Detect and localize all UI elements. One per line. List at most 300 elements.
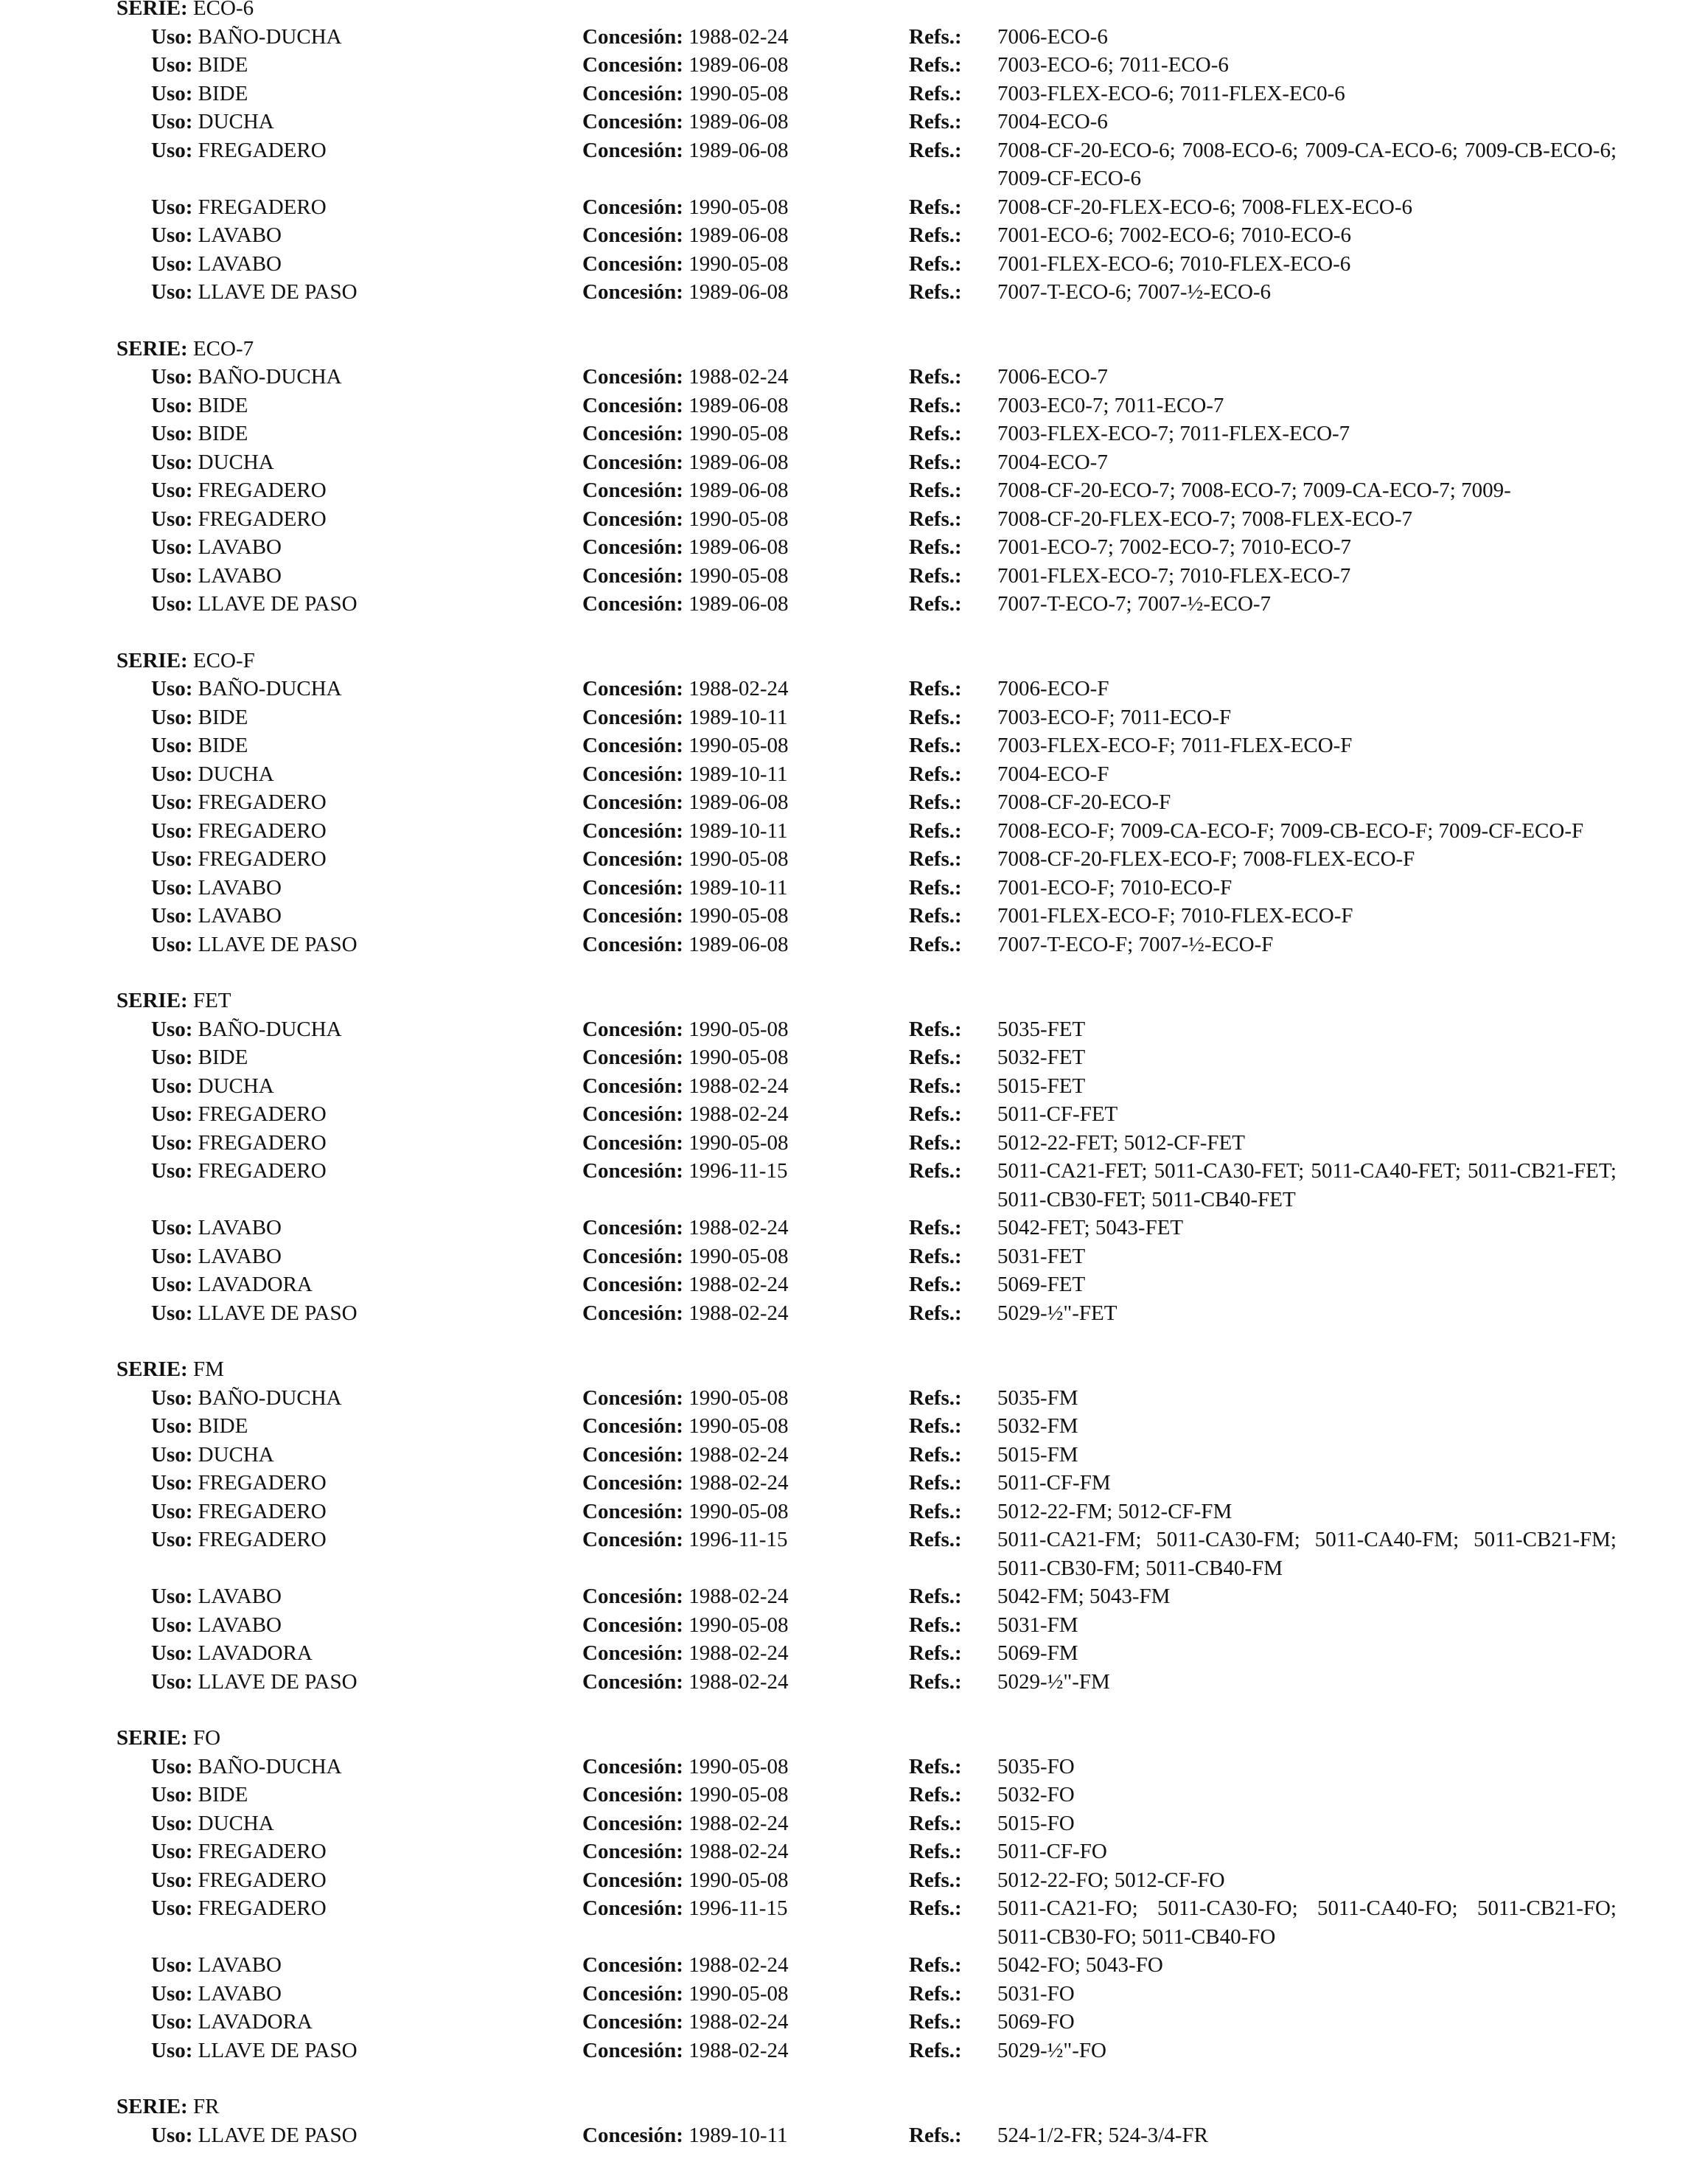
uso-value: LAVABO <box>198 1244 282 1268</box>
concesion-cell <box>582 1526 787 1554</box>
refs-value: 5029-½"-FM <box>997 1669 1110 1694</box>
uso-label: Uso: <box>151 904 193 928</box>
concesion-date: 1988-02-24 <box>688 1585 789 1608</box>
uso-label: Uso: <box>151 1754 193 1778</box>
concesion-cell <box>582 1809 789 1838</box>
table-row <box>0 562 1705 591</box>
refs-value: 7003-EC0-7; 7011-ECO-7 <box>997 393 1224 417</box>
refs-label: Refs.: <box>909 1273 962 1296</box>
concesion-cell <box>582 250 789 279</box>
concesion-cell <box>582 1441 789 1470</box>
concesion-date: 1996-11-15 <box>688 1159 788 1183</box>
uso-value: LLAVE DE PASO <box>198 1669 358 1694</box>
uso-cell <box>151 675 342 703</box>
uso-value: FREGADERO <box>198 1471 327 1495</box>
refs-label: Refs.: <box>909 705 962 729</box>
uso-label: Uso: <box>151 195 193 219</box>
concesion-date: 1990-05-08 <box>688 904 789 928</box>
refs-value: 7008-CF-20-FLEX-ECO-7; 7008-FLEX-ECO-7 <box>997 507 1413 531</box>
table-row <box>0 1100 1705 1129</box>
concesion-date: 1990-05-08 <box>688 195 789 219</box>
uso-label: Uso: <box>151 1471 193 1495</box>
concesion-cell <box>582 51 789 80</box>
concesion-label: Concesión: <box>582 1442 683 1467</box>
table-row <box>0 278 1705 307</box>
concesion-date: 1989-10-11 <box>688 818 788 843</box>
concesion-label: Concesión: <box>582 1896 683 1920</box>
uso-value: LAVABO <box>198 904 282 928</box>
refs-value: 7007-T-ECO-7; 7007-½-ECO-7 <box>997 592 1272 616</box>
uso-cell <box>151 2037 358 2065</box>
concesion-cell <box>582 1469 789 1498</box>
concesion-date: 1990-05-08 <box>688 507 789 531</box>
table-row <box>0 1639 1705 1668</box>
table-row <box>0 1837 1705 1866</box>
concesion-cell <box>582 2037 789 2065</box>
concesion-cell <box>582 760 787 789</box>
uso-cell <box>151 1753 342 1781</box>
refs-label: Refs.: <box>909 1613 962 1637</box>
uso-value: LAVABO <box>198 1981 282 2006</box>
uso-cell <box>151 731 248 760</box>
serie-section <box>0 987 1705 1327</box>
refs-label: Refs.: <box>909 1130 962 1155</box>
concesion-cell <box>582 590 789 619</box>
serie-header <box>0 1724 1705 1753</box>
uso-value: BIDE <box>198 705 248 729</box>
table-row <box>0 1157 1705 1214</box>
serie-header <box>0 2093 1705 2121</box>
refs-label: Refs.: <box>909 110 962 133</box>
concesion-label: Concesión: <box>582 1159 683 1183</box>
uso-cell <box>151 51 248 80</box>
table-row <box>0 1980 1705 2009</box>
table-row <box>0 1129 1705 1158</box>
concesion-cell <box>582 1214 789 1242</box>
refs-label: Refs.: <box>909 1868 962 1892</box>
refs-label: Refs.: <box>909 1244 962 1268</box>
uso-value: BIDE <box>198 81 248 105</box>
uso-label: Uso: <box>151 507 193 531</box>
concesion-date: 1996-11-15 <box>688 1896 788 1920</box>
refs-label: Refs.: <box>909 81 962 105</box>
refs-value: 5032-FET <box>997 1046 1086 1069</box>
concesion-label: Concesión: <box>582 251 683 276</box>
refs-label: Refs.: <box>909 1471 962 1495</box>
uso-cell <box>151 392 248 420</box>
concesion-label: Concesión: <box>582 932 683 956</box>
refs-value: 5042-FO; 5043-FO <box>997 1953 1163 1977</box>
uso-value: BIDE <box>198 393 248 417</box>
uso-cell <box>151 1894 327 1923</box>
refs-value: 5069-FET <box>997 1273 1086 1296</box>
refs-label: Refs.: <box>909 1074 962 1098</box>
uso-label: Uso: <box>151 1301 193 1325</box>
uso-label: Uso: <box>151 53 193 77</box>
concesion-date: 1988-02-24 <box>688 24 789 49</box>
table-row <box>0 1582 1705 1611</box>
uso-value: BIDE <box>198 422 248 445</box>
table-row <box>0 703 1705 732</box>
concesion-label: Concesión: <box>582 2010 683 2034</box>
uso-cell <box>151 1270 313 1299</box>
uso-cell <box>151 931 358 959</box>
concesion-cell <box>582 448 789 477</box>
table-row <box>0 1015 1705 1044</box>
uso-label: Uso: <box>151 1102 193 1126</box>
refs-value: 7003-ECO-F; 7011-ECO-F <box>997 705 1232 729</box>
concesion-date: 1989-06-08 <box>688 479 789 502</box>
uso-cell <box>151 108 274 136</box>
concesion-date: 1989-06-08 <box>688 223 789 247</box>
uso-label: Uso: <box>151 1896 193 1920</box>
serie-section <box>0 647 1705 959</box>
table-row <box>0 1951 1705 1980</box>
refs-value: 7004-ECO-6 <box>997 110 1108 133</box>
uso-value: FREGADERO <box>198 1528 327 1551</box>
table-row <box>0 1043 1705 1072</box>
table-row <box>0 1498 1705 1526</box>
concesion-cell <box>582 1611 789 1640</box>
concesion-date: 1988-02-24 <box>688 1840 789 1863</box>
uso-label: Uso: <box>151 223 193 247</box>
uso-cell <box>151 1242 282 1271</box>
table-row <box>0 221 1705 250</box>
serie-header <box>0 1355 1705 1384</box>
refs-label: Refs.: <box>909 422 962 445</box>
refs-value: 7006-ECO-7 <box>997 365 1108 389</box>
uso-cell <box>151 363 342 392</box>
refs-value: 7006-ECO-6 <box>997 24 1108 49</box>
concesion-date: 1988-02-24 <box>688 1811 789 1835</box>
table-row <box>0 250 1705 279</box>
refs-value: 5069-FO <box>997 2010 1075 2034</box>
uso-cell <box>151 221 282 250</box>
uso-cell <box>151 420 248 448</box>
table-row <box>0 1781 1705 1809</box>
table-row <box>0 476 1705 505</box>
concesion-label: Concesión: <box>582 1102 683 1126</box>
uso-cell <box>151 1498 327 1526</box>
refs-value: 7006-ECO-F <box>997 677 1109 700</box>
concesion-label: Concesión: <box>582 1669 683 1694</box>
serie-header <box>0 0 1705 23</box>
table-row <box>0 788 1705 817</box>
concesion-label: Concesión: <box>582 1414 683 1438</box>
uso-value: FREGADERO <box>198 1896 327 1920</box>
concesion-date: 1989-06-08 <box>688 535 789 559</box>
concesion-label: Concesión: <box>582 705 683 729</box>
table-row <box>0 1668 1705 1697</box>
table-row <box>0 1611 1705 1640</box>
concesion-cell <box>582 476 789 505</box>
concesion-label: Concesión: <box>582 81 683 105</box>
refs-label: Refs.: <box>909 251 962 276</box>
refs-value: 5011-CF-FM <box>997 1471 1111 1495</box>
concesion-date: 1989-06-08 <box>688 53 789 77</box>
concesion-cell <box>582 874 787 903</box>
uso-label: Uso: <box>151 1130 193 1155</box>
concesion-cell <box>582 788 789 817</box>
table-row <box>0 1894 1705 1951</box>
refs-label: Refs.: <box>909 479 962 502</box>
concesion-label: Concesión: <box>582 1244 683 1268</box>
concesion-date: 1988-02-24 <box>688 1471 789 1495</box>
concesion-date: 1990-05-08 <box>688 1754 789 1778</box>
table-row <box>0 1809 1705 1838</box>
serie-section <box>0 1355 1705 1696</box>
table-row <box>0 1412 1705 1441</box>
uso-label: Uso: <box>151 479 193 502</box>
refs-label: Refs.: <box>909 2123 962 2147</box>
concesion-cell <box>582 136 789 165</box>
table-row <box>0 1214 1705 1242</box>
uso-cell <box>151 1072 274 1101</box>
refs-value: 7008-CF-20-ECO-7; 7008-ECO-7; 7009-CA-ECO-7; 7009- <box>997 479 1511 502</box>
uso-cell <box>151 902 282 931</box>
uso-cell <box>151 2008 313 2037</box>
refs-value: 5012-22-FM; 5012-CF-FM <box>997 1499 1232 1523</box>
uso-label: Uso: <box>151 1159 193 1183</box>
refs-label: Refs.: <box>909 2038 962 2062</box>
refs-value: 7008-CF-20-FLEX-ECO-F; 7008-FLEX-ECO-F <box>997 847 1415 871</box>
concesion-date: 1990-05-08 <box>688 251 789 276</box>
concesion-cell <box>582 363 789 392</box>
refs-label: Refs.: <box>909 1981 962 2006</box>
refs-value: 5015-FET <box>997 1074 1086 1098</box>
serie-name: ECO-F <box>192 648 255 672</box>
concesion-date: 1990-05-08 <box>688 422 789 445</box>
concesion-label: Concesión: <box>582 1471 683 1495</box>
concesion-cell <box>582 1412 789 1441</box>
concesion-cell <box>582 392 789 420</box>
uso-cell <box>151 448 274 477</box>
concesion-cell <box>582 1498 789 1526</box>
table-row <box>0 931 1705 959</box>
refs-value: 5011-CA21-FM; 5011-CA30-FM; 5011-CA40-FM; 5011-CB21-FM; 5011-CB30-FM; 5011-CB40-FM <box>997 1528 1617 1580</box>
uso-value: BAÑO-DUCHA <box>198 24 342 49</box>
refs-value: 7003-FLEX-ECO-F; 7011-FLEX-ECO-F <box>997 734 1353 757</box>
concesion-date: 1988-02-24 <box>688 1102 789 1126</box>
refs-label: Refs.: <box>909 138 962 162</box>
refs-label: Refs.: <box>909 223 962 247</box>
refs-label: Refs.: <box>909 195 962 219</box>
uso-cell <box>151 703 248 732</box>
table-row <box>0 760 1705 789</box>
concesion-label: Concesión: <box>582 1783 683 1806</box>
uso-cell <box>151 874 282 903</box>
table-row <box>0 51 1705 80</box>
uso-cell <box>151 1299 358 1328</box>
concesion-cell <box>582 1384 789 1413</box>
uso-label: Uso: <box>151 1585 193 1608</box>
concesion-label: Concesión: <box>582 563 683 588</box>
concesion-cell <box>582 278 789 307</box>
uso-cell <box>151 1951 282 1980</box>
concesion-date: 1988-02-24 <box>688 1641 789 1665</box>
uso-label: Uso: <box>151 762 193 786</box>
concesion-cell <box>582 845 789 874</box>
uso-label: Uso: <box>151 1216 193 1239</box>
concesion-cell <box>582 1951 789 1980</box>
uso-value: FREGADERO <box>198 1102 327 1126</box>
uso-cell <box>151 1866 327 1895</box>
concesion-date: 1988-02-24 <box>688 1273 789 1296</box>
refs-value: 5042-FET; 5043-FET <box>997 1216 1184 1239</box>
concesion-label: Concesión: <box>582 1499 683 1523</box>
uso-value: LAVABO <box>198 1585 282 1608</box>
refs-value: 524-1/2-FR; 524-3/4-FR <box>997 2123 1208 2147</box>
uso-value: LAVABO <box>198 1613 282 1637</box>
serie-section <box>0 1724 1705 2065</box>
refs-label: Refs.: <box>909 365 962 389</box>
uso-label: Uso: <box>151 535 193 559</box>
uso-label: Uso: <box>151 280 193 304</box>
uso-label: Uso: <box>151 1528 193 1551</box>
concesion-cell <box>582 2121 787 2150</box>
uso-value: FREGADERO <box>198 1499 327 1523</box>
uso-cell <box>151 1611 282 1640</box>
uso-cell <box>151 562 282 591</box>
refs-value: 7008-CF-20-ECO-F <box>997 790 1171 814</box>
uso-cell <box>151 2121 358 2150</box>
refs-value: 7003-ECO-6; 7011-ECO-6 <box>997 53 1229 77</box>
serie-label: SERIE: <box>116 0 188 20</box>
uso-value: DUCHA <box>198 110 274 133</box>
concesion-cell <box>582 505 789 534</box>
uso-value: LAVABO <box>198 875 282 900</box>
serie-label: SERIE: <box>116 1726 188 1750</box>
refs-value: 7001-FLEX-ECO-F; 7010-FLEX-ECO-F <box>997 904 1353 928</box>
uso-value: LAVABO <box>198 535 282 559</box>
uso-label: Uso: <box>151 365 193 389</box>
refs-value: 5032-FO <box>997 1783 1075 1806</box>
concesion-date: 1988-02-24 <box>688 1216 789 1239</box>
concesion-label: Concesión: <box>582 1840 683 1863</box>
concesion-date: 1990-05-08 <box>688 1783 789 1806</box>
refs-label: Refs.: <box>909 762 962 786</box>
uso-value: FREGADERO <box>198 195 327 219</box>
concesion-label: Concesión: <box>582 223 683 247</box>
concesion-cell <box>582 1015 789 1044</box>
concesion-date: 1988-02-24 <box>688 365 789 389</box>
serie-name: FET <box>192 989 231 1012</box>
table-row <box>0 193 1705 222</box>
uso-label: Uso: <box>151 1074 193 1098</box>
concesion-label: Concesión: <box>582 2038 683 2062</box>
uso-label: Uso: <box>151 1669 193 1694</box>
uso-label: Uso: <box>151 1641 193 1665</box>
uso-value: FREGADERO <box>198 790 327 814</box>
refs-label: Refs.: <box>909 932 962 956</box>
uso-cell <box>151 1809 274 1838</box>
uso-label: Uso: <box>151 2038 193 2062</box>
serie-label: SERIE: <box>116 1357 188 1381</box>
refs-label: Refs.: <box>909 280 962 304</box>
uso-cell <box>151 1015 342 1044</box>
concesion-label: Concesión: <box>582 2123 683 2147</box>
refs-value: 5029-½"-FO <box>997 2038 1106 2062</box>
table-row <box>0 817 1705 846</box>
refs-label: Refs.: <box>909 734 962 757</box>
refs-label: Refs.: <box>909 1528 962 1551</box>
concesion-cell <box>582 1753 789 1781</box>
refs-label: Refs.: <box>909 1669 962 1694</box>
refs-value: 5011-CA21-FO; 5011-CA30-FO; 5011-CA40-FO; 5011-CB21-FO; 5011-CB30-FO; 5011-CB40-FO <box>997 1896 1617 1949</box>
concesion-cell <box>582 1242 789 1271</box>
uso-cell <box>151 1781 248 1809</box>
refs-label: Refs.: <box>909 24 962 49</box>
concesion-cell <box>582 108 789 136</box>
uso-value: BIDE <box>198 734 248 757</box>
serie-label: SERIE: <box>116 336 188 361</box>
uso-cell <box>151 1043 248 1072</box>
uso-cell <box>151 1639 313 1668</box>
uso-value: BAÑO-DUCHA <box>198 365 342 389</box>
refs-label: Refs.: <box>909 1216 962 1239</box>
refs-label: Refs.: <box>909 535 962 559</box>
concesion-label: Concesión: <box>582 1273 683 1296</box>
refs-value: 7001-FLEX-ECO-7; 7010-FLEX-ECO-7 <box>997 563 1351 588</box>
serie-section <box>0 335 1705 619</box>
table-row <box>0 1072 1705 1101</box>
concesion-cell <box>582 23 789 52</box>
refs-value: 7001-ECO-6; 7002-ECO-6; 7010-ECO-6 <box>997 223 1352 247</box>
concesion-label: Concesión: <box>582 847 683 871</box>
refs-value: 7004-ECO-7 <box>997 450 1108 474</box>
refs-label: Refs.: <box>909 847 962 871</box>
refs-value: 5035-FO <box>997 1754 1075 1778</box>
refs-label: Refs.: <box>909 904 962 928</box>
uso-label: Uso: <box>151 875 193 900</box>
concesion-label: Concesión: <box>582 450 683 474</box>
uso-label: Uso: <box>151 790 193 814</box>
serie-name: ECO-7 <box>192 336 254 361</box>
concesion-label: Concesión: <box>582 280 683 304</box>
uso-value: DUCHA <box>198 450 274 474</box>
refs-value: 5012-22-FO; 5012-CF-FO <box>997 1868 1225 1892</box>
refs-value: 5042-FM; 5043-FM <box>997 1585 1171 1608</box>
concesion-cell <box>582 1837 789 1866</box>
concesion-date: 1990-05-08 <box>688 1244 789 1268</box>
concesion-cell <box>582 80 789 108</box>
uso-value: BAÑO-DUCHA <box>198 1754 342 1778</box>
uso-value: LAVADORA <box>198 2010 313 2034</box>
uso-cell <box>151 1469 327 1498</box>
uso-value: LLAVE DE PASO <box>198 932 358 956</box>
uso-cell <box>151 80 248 108</box>
concesion-label: Concesión: <box>582 1641 683 1665</box>
concesion-date: 1990-05-08 <box>688 1385 789 1410</box>
serie-label: SERIE: <box>116 989 188 1012</box>
uso-label: Uso: <box>151 393 193 417</box>
table-row <box>0 1441 1705 1470</box>
table-row <box>0 392 1705 420</box>
concesion-date: 1990-05-08 <box>688 1868 789 1892</box>
refs-value: 5011-CF-FET <box>997 1102 1118 1126</box>
table-row <box>0 902 1705 931</box>
concesion-label: Concesión: <box>582 1385 683 1410</box>
uso-label: Uso: <box>151 450 193 474</box>
serie-name: FR <box>192 2095 220 2118</box>
uso-value: DUCHA <box>198 1442 274 1467</box>
concesion-label: Concesión: <box>582 875 683 900</box>
concesion-label: Concesión: <box>582 479 683 502</box>
refs-label: Refs.: <box>909 1385 962 1410</box>
table-row <box>0 1242 1705 1271</box>
uso-value: FREGADERO <box>198 479 327 502</box>
table-row <box>0 1753 1705 1781</box>
